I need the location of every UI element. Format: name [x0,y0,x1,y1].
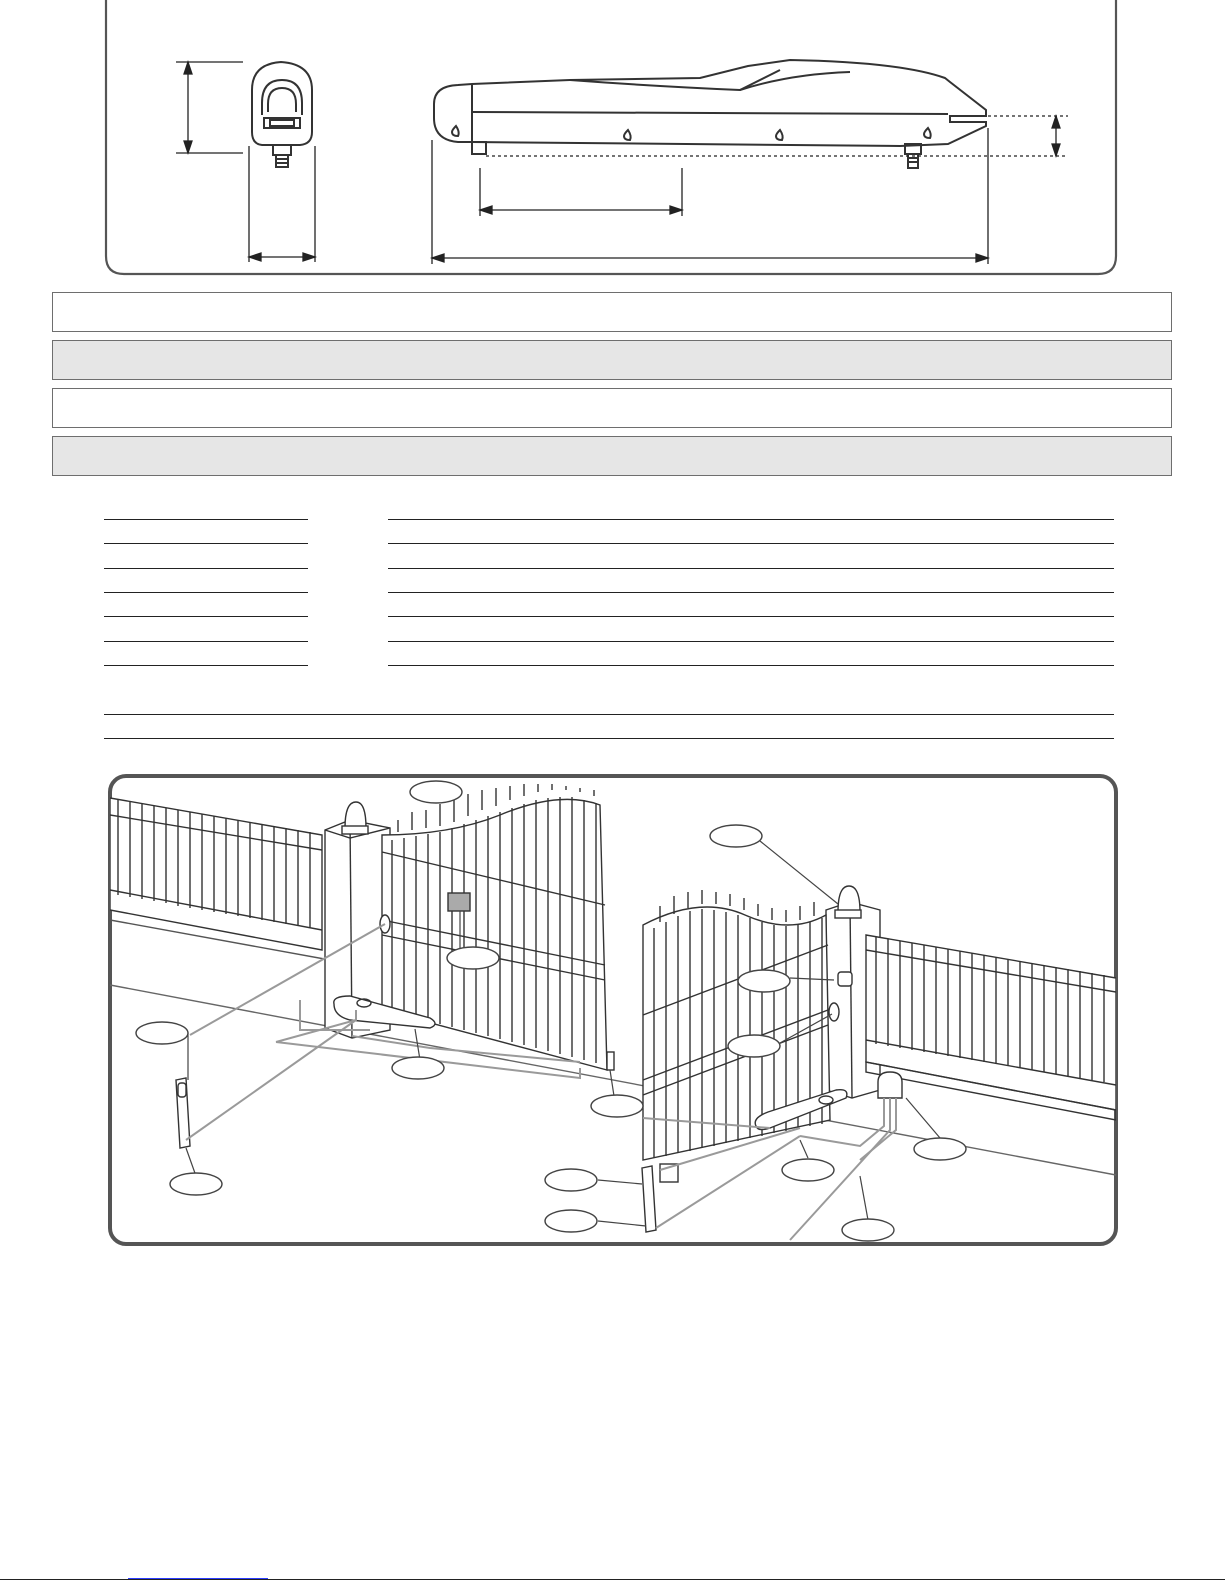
right-photocell [829,1003,839,1021]
left-gate-stop [607,1052,614,1070]
callout-oval [842,1219,894,1241]
callout-oval [545,1169,597,1191]
control-unit [878,1072,902,1098]
motor-end-view [252,62,312,167]
callout-oval [447,947,499,969]
note-rule [104,714,1114,715]
callout-oval [170,1173,222,1195]
spec-row-label-rule [104,592,308,593]
footer-rule [0,1579,1225,1580]
callout-oval [738,970,790,992]
spec-row-value-rule [388,543,1114,544]
spec-row-value-rule [388,616,1114,617]
spec-row-value-rule [388,592,1114,593]
spec-band-4 [52,436,1172,476]
spec-band-2 [52,340,1172,380]
footer-link-underline[interactable] [128,1578,268,1579]
spec-row-value-rule [388,665,1114,666]
spec-band-3 [52,388,1172,428]
spec-row-label-rule [104,665,308,666]
callout-oval [410,781,462,803]
spec-row-value-rule [388,568,1114,569]
spec-row-label-rule [104,543,308,544]
callout-oval [710,825,762,847]
installation-figure [0,765,1225,1255]
spec-band-1 [52,292,1172,332]
spec-row-label-rule [104,568,308,569]
callout-oval [782,1159,834,1181]
callout-oval [392,1057,444,1079]
spec-row-label-rule [104,616,308,617]
note-rule [104,738,1114,739]
callout-oval [136,1022,188,1044]
spec-row-label-rule [104,519,308,520]
spec-row-value-rule [388,641,1114,642]
callout-oval [914,1138,966,1160]
callout-oval [591,1095,643,1117]
spec-row-label-rule [104,641,308,642]
key-selector [838,972,852,986]
dimension-figure [0,0,1225,280]
callout-oval [728,1035,780,1057]
spec-row-value-rule [388,519,1114,520]
motor-side-view [434,60,986,168]
callout-oval [545,1210,597,1232]
